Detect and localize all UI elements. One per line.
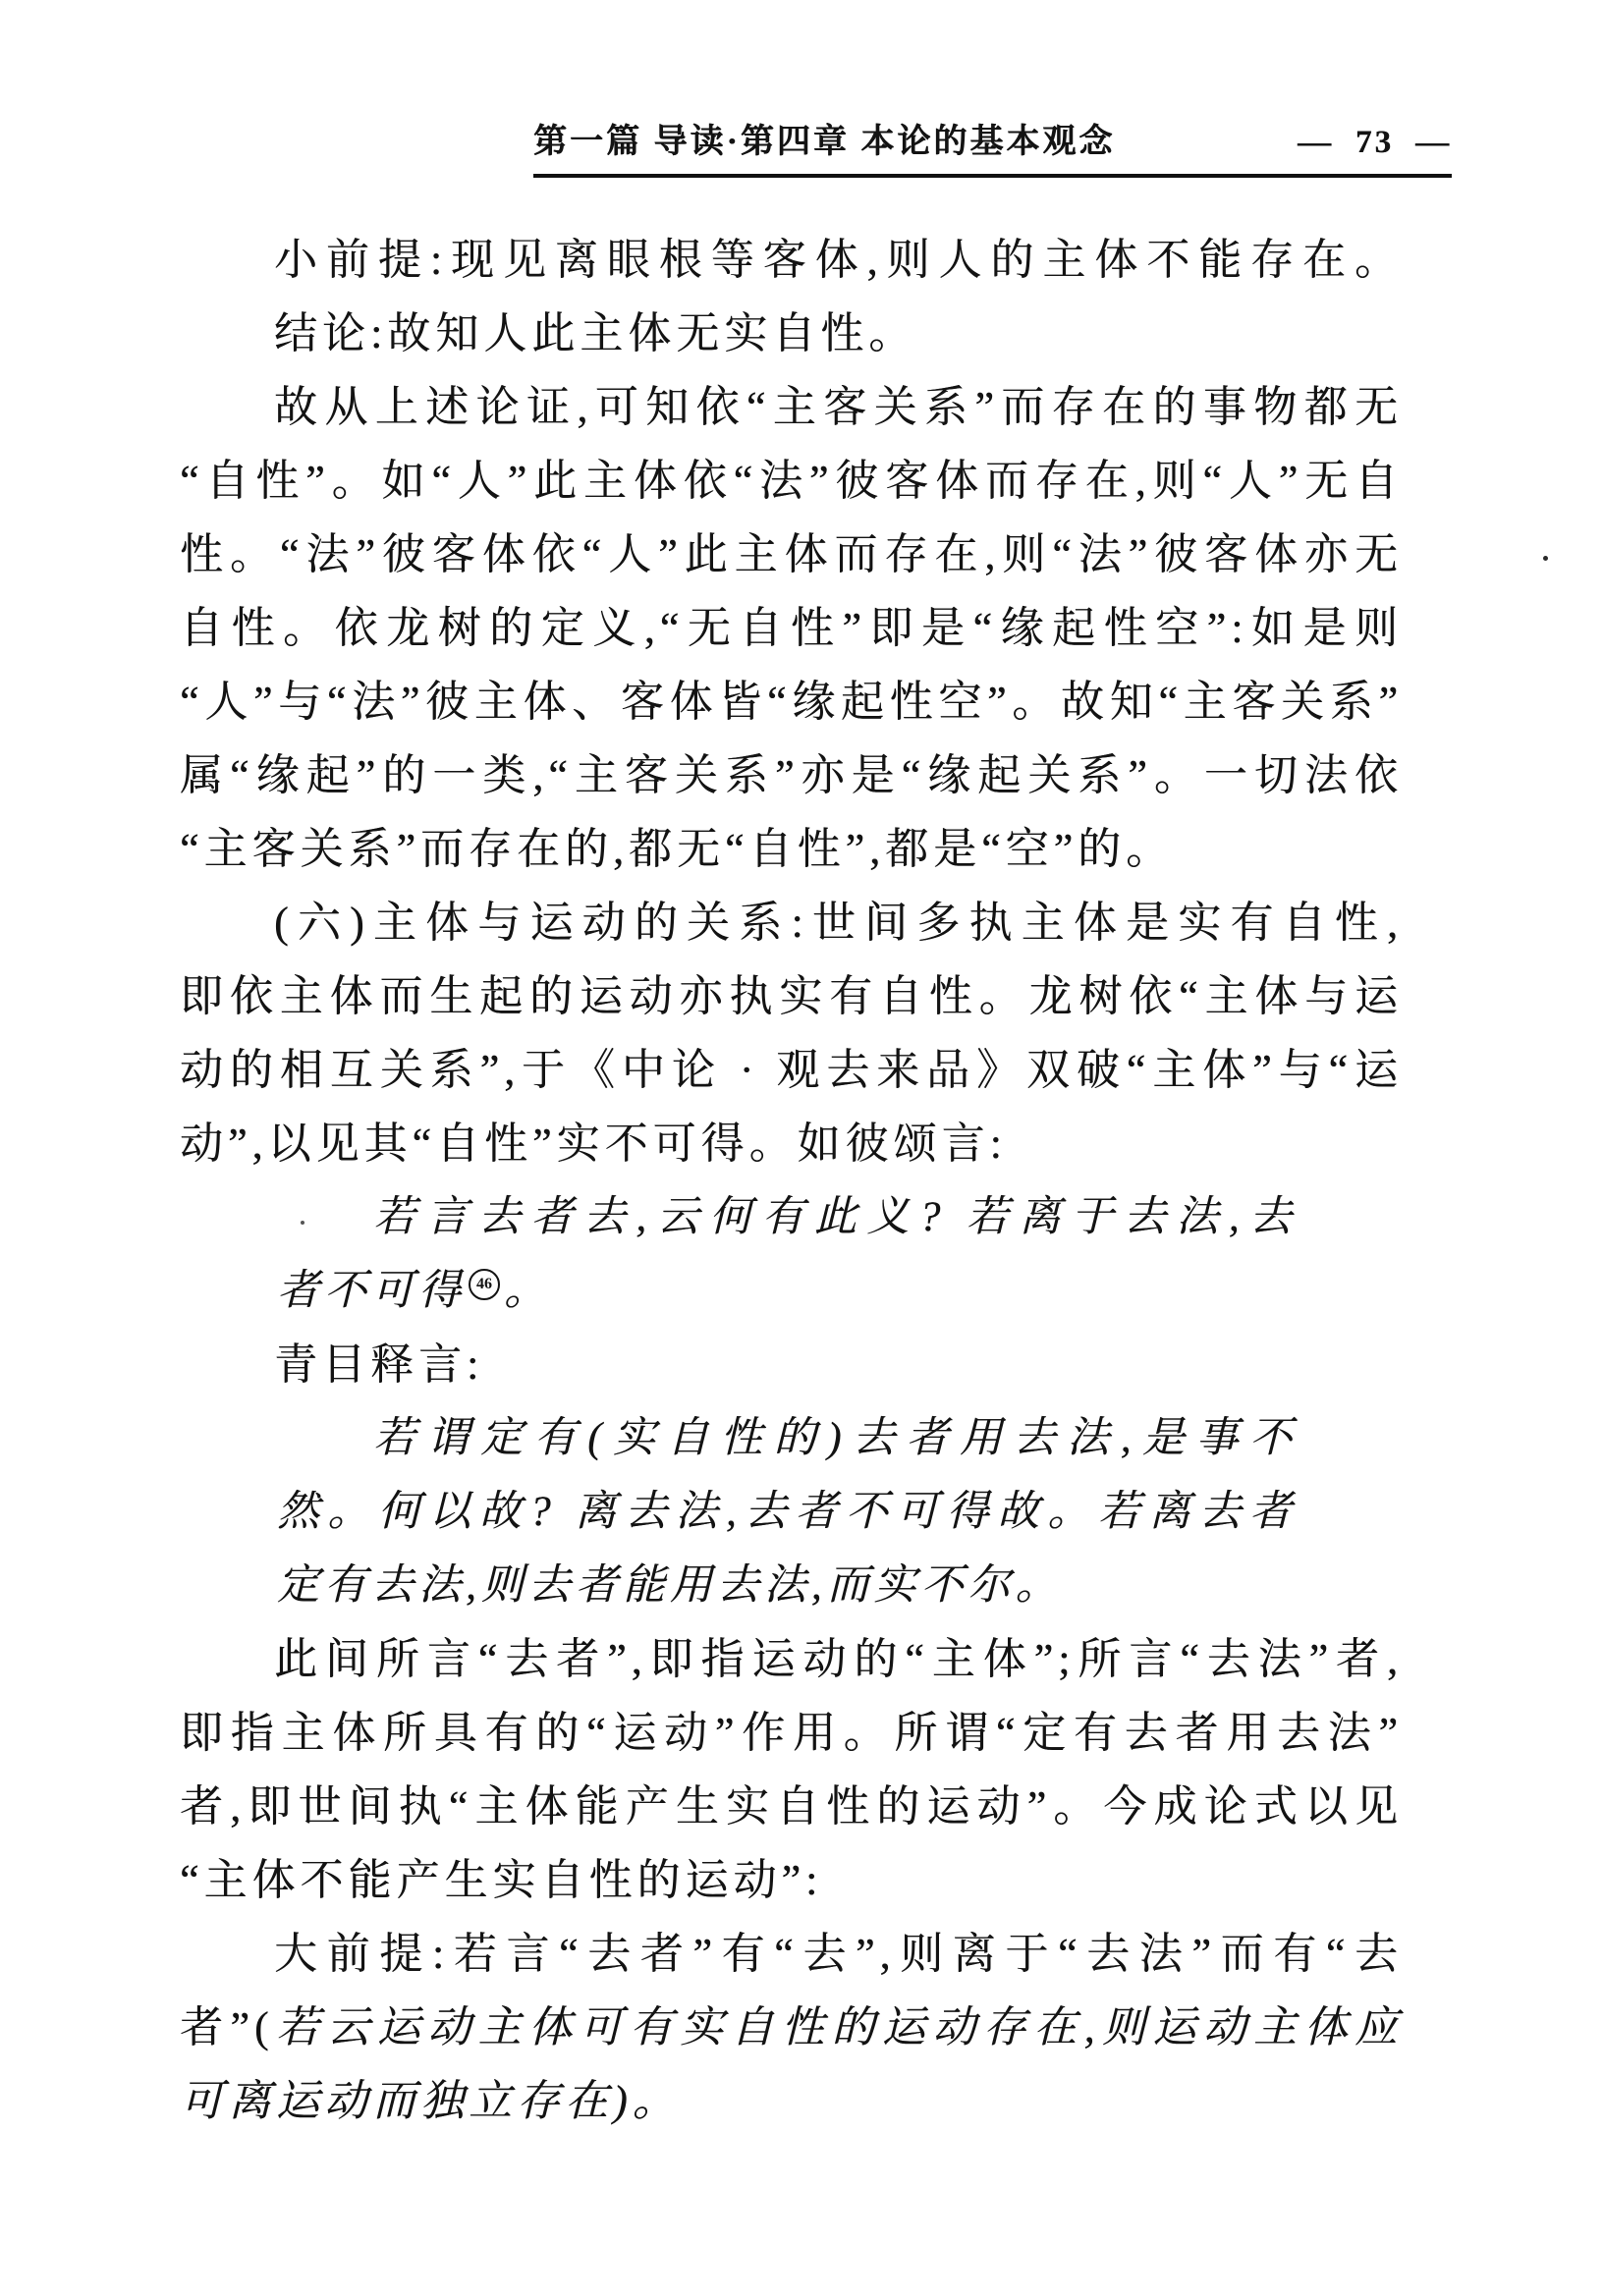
quote-line: 然。何以故? 离去法,去者不可得故。若离去者 [277,1489,1297,1535]
dash-right: — [1415,124,1452,160]
text-line: 大前提:若言“去者”有“去”,则离于“去法”而有“去 [274,1930,1403,1978]
running-header [533,114,1452,178]
text-line: 动”,以见其“自性”实不可得。如彼颂言: [180,1120,1007,1168]
text-line: 即指主体所具有的“运动”作用。所谓“定有去者用去法” [180,1709,1403,1757]
text-line: 青目释言: [274,1340,484,1389]
text-line: 此间所言“去者”,即指运动的“主体”;所言“去法”者, [274,1635,1403,1683]
text-line: 结论:故知人此主体无实自性。 [274,309,917,357]
parenthetical-kai-text: 若云运动主体可有实自性的运动存在,则运动主体应 [273,2003,1403,2051]
text-line: “主客关系”而存在的,都无“自性”,都是“空”的。 [180,825,1175,873]
page-number-block [1298,124,1452,161]
text-line: 者,即世间执“主体能产生实自性的运动”。今成论式以见 [180,1782,1403,1831]
text-line: 性。“法”彼客体依“人”此主体而存在,则“法”彼客体亦无 [180,530,1403,578]
text-segment: 者”( [180,2003,274,2051]
commentary-quote [277,1401,1297,1622]
text-line [180,1991,1403,2064]
text-line: 小前提:现见离眼根等客体,则人的主体不能存在。 [274,236,1403,284]
verse-line [277,1254,1297,1328]
scan-speck [1543,556,1548,561]
text-line: “自性”。如“人”此主体依“法”彼客体而存在,则“人”无自 [180,457,1403,505]
body-text [180,223,1403,2138]
verse-quote [277,1180,1297,1328]
text-line: 属“缘起”的一类,“主客关系”亦是“缘起关系”。一切法依 [180,751,1403,799]
dash-left: — [1298,124,1334,160]
scan-speck [301,1221,304,1225]
text-line [180,2064,1403,2138]
page-number: 73 [1355,125,1394,160]
verse-text: 。 [504,1268,551,1314]
verse-text: 者不可得 [277,1268,466,1314]
verse-line: 若言去者去,云何有此义? 若离于去法,去 [373,1194,1297,1240]
text-line: 即依主体而生起的运动亦执实有自性。龙树依“主体与运 [180,972,1403,1020]
text-line: (六)主体与运动的关系:世间多执主体是实有自性, [274,899,1403,947]
text-line: 自性。依龙树的定义,“无自性”即是“缘起性空”:如是则 [180,604,1403,652]
text-line: 故从上述论证,可知依“主客关系”而存在的事物都无 [274,383,1403,431]
quote-line: 若谓定有(实自性的)去者用去法,是事不 [373,1415,1297,1461]
parenthetical-kai-text: 可离运动而独立存在)。 [180,2077,681,2125]
text-line: “人”与“法”彼主体、客体皆“缘起性空”。故知“主客关系” [180,678,1403,726]
chapter-title: 第一篇 导读·第四章 本论的基本观念 [533,124,1116,160]
quote-line: 定有去法,则去者能用去法,而实不尔。 [277,1562,1063,1609]
footnote-marker: 46 [469,1269,500,1300]
text-line: 动的相互关系”,于《中论 · 观去来品》双破“主体”与“运 [180,1046,1403,1094]
text-line: “主体不能产生实自性的运动”: [180,1856,823,1904]
